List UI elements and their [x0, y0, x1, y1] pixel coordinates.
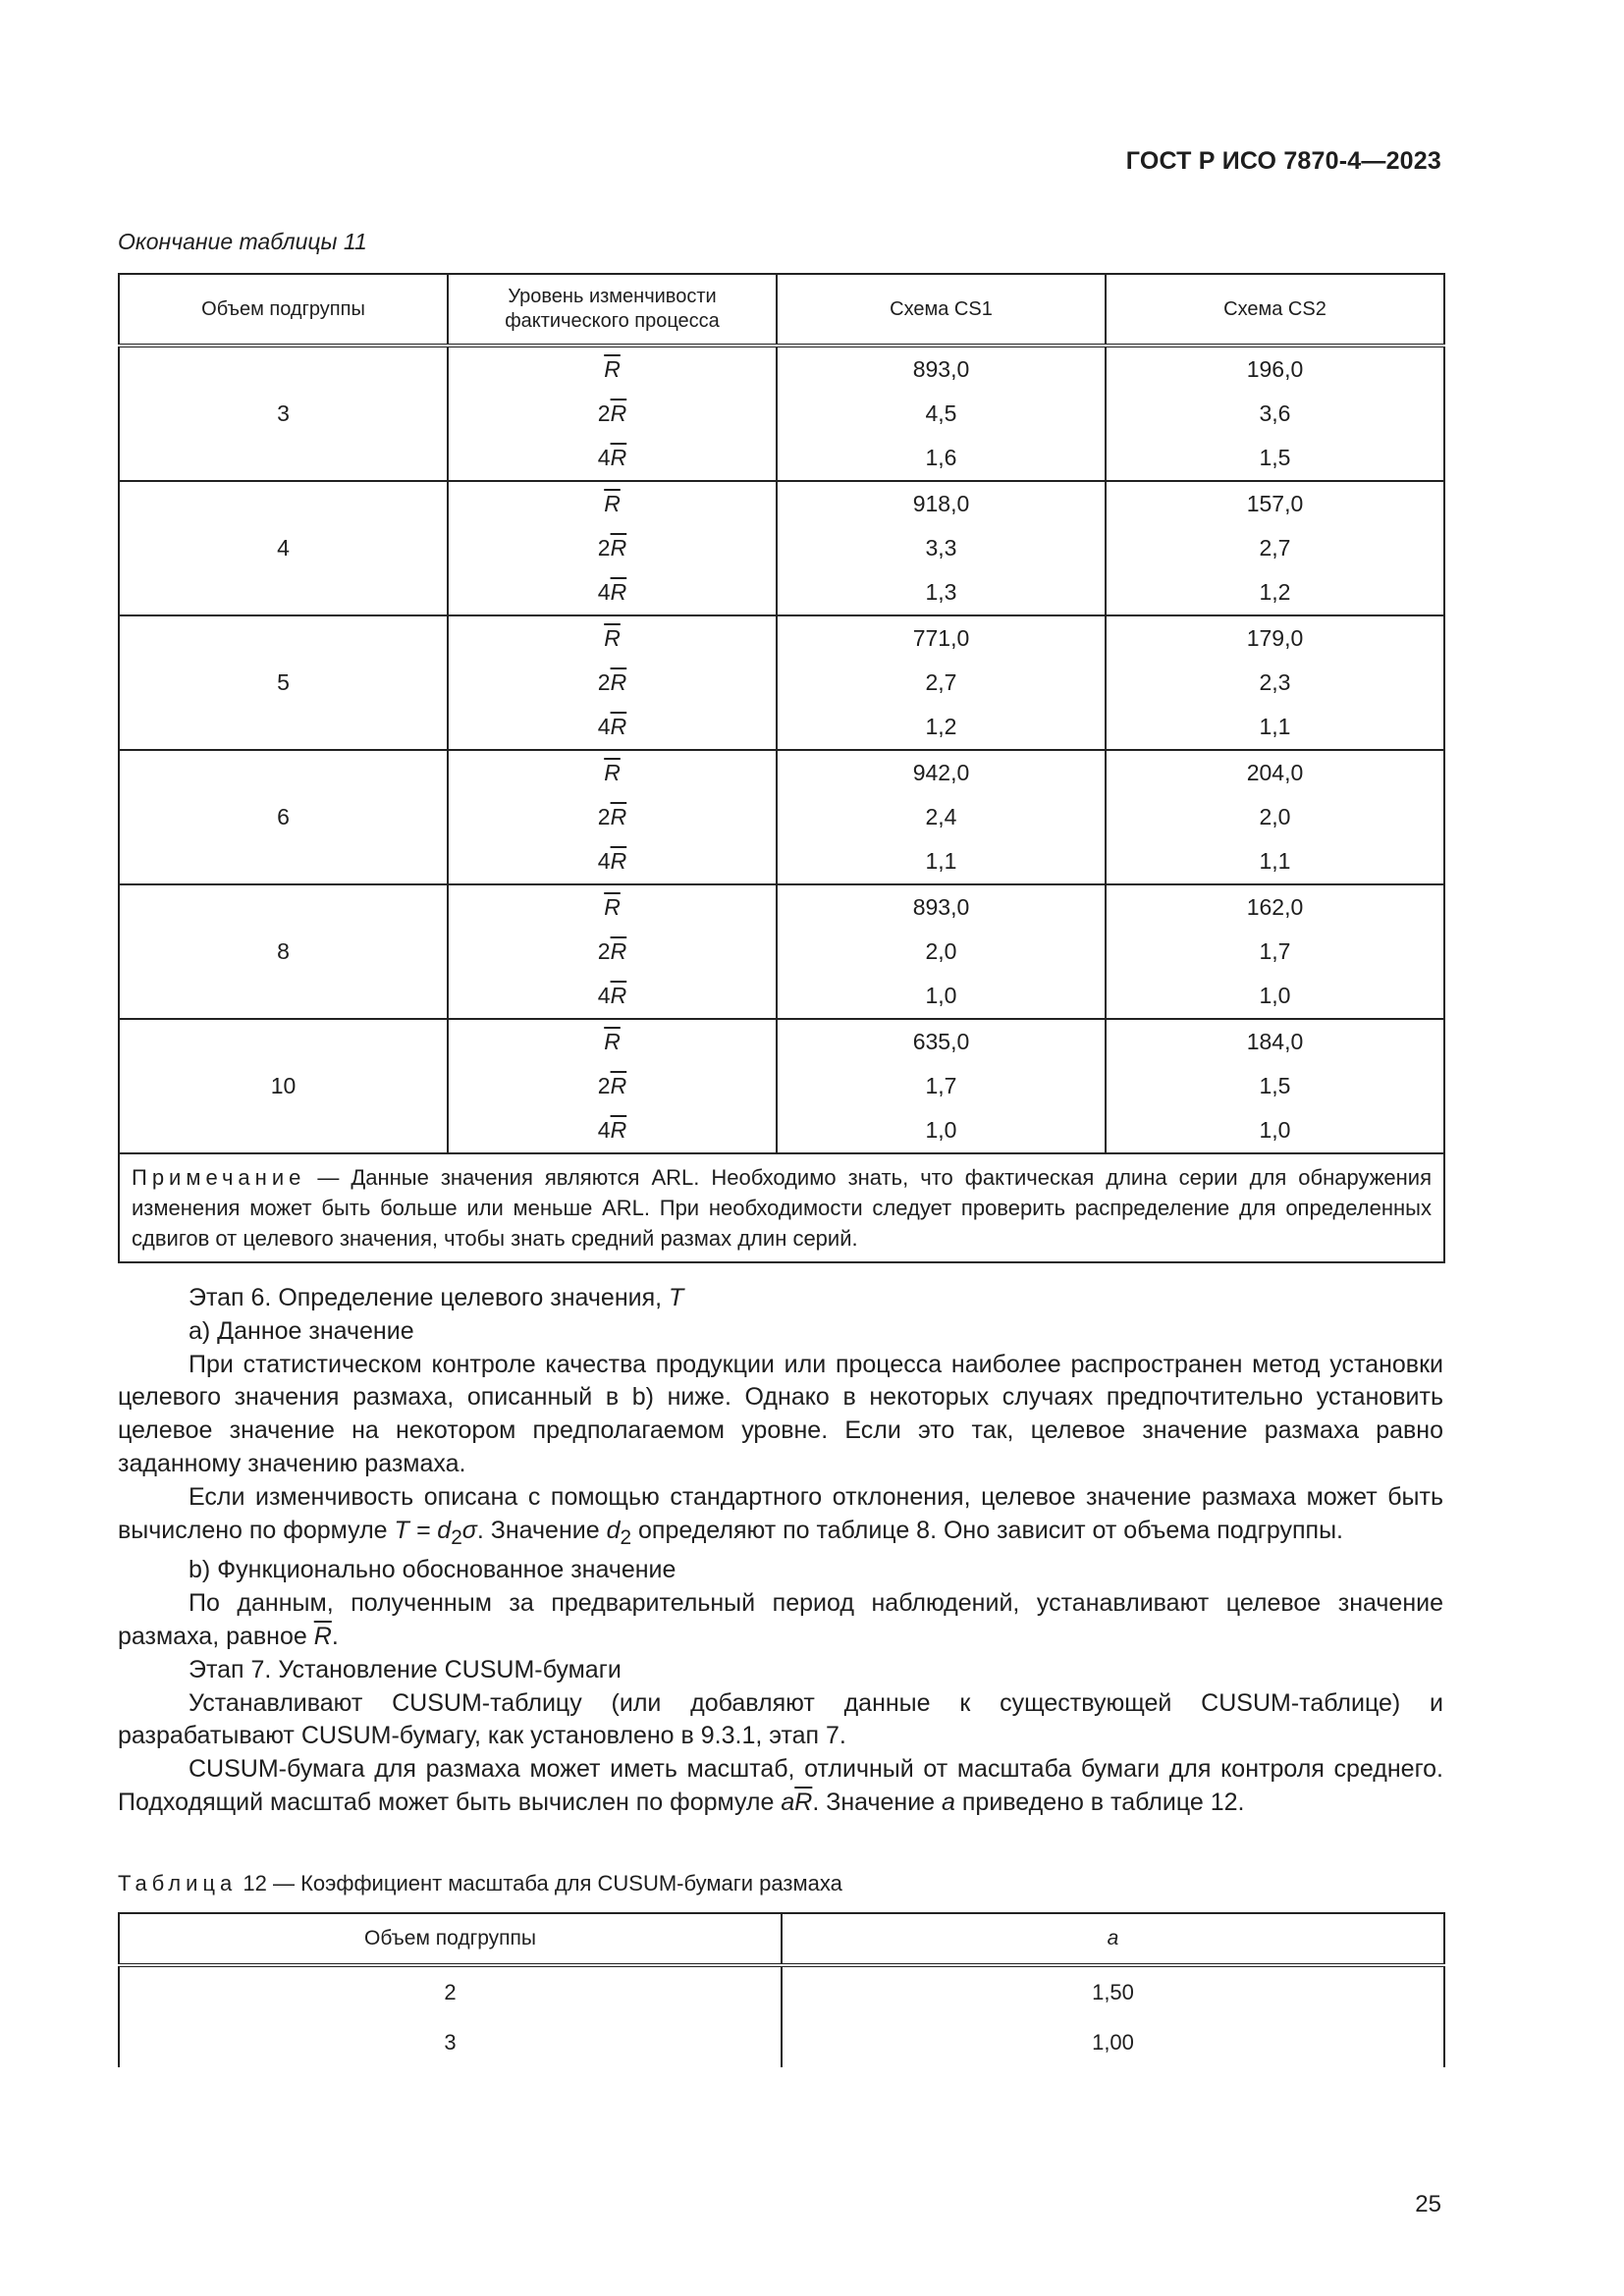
var-r-bar-2: $\overline{R}$	[794, 1788, 813, 1816]
r-bar-symbol: $\overline{R}$	[604, 760, 621, 785]
col-header-subgroup-size: Объем подгруппы	[119, 274, 448, 346]
cs2-value-cell: 1,2	[1106, 570, 1444, 615]
cs1-value-cell: 3,3	[777, 526, 1106, 570]
paragraph-preliminary-period	[118, 1587, 1443, 1654]
table-11-group	[119, 884, 1444, 1019]
var-d-sub: 2	[620, 1525, 632, 1549]
cs1-value-cell: 1,3	[777, 570, 1106, 615]
r-bar-symbol: $\overline{R}$	[610, 445, 627, 470]
cs2-value-cell: 1,0	[1106, 1108, 1444, 1153]
table-row	[119, 750, 1444, 795]
cs2-value-cell: 1,7	[1106, 930, 1444, 974]
paragraph-functional-value: b) Функционально обоснованное значение	[189, 1556, 677, 1584]
variability-level-cell	[448, 750, 777, 795]
variability-level-cell	[448, 615, 777, 661]
table-12	[118, 1912, 1445, 2067]
page-number: 25	[1415, 2191, 1441, 2217]
cs1-value-cell: 1,0	[777, 1108, 1106, 1153]
note-label: Примечание	[132, 1165, 306, 1190]
table-11-note	[119, 1153, 1444, 1262]
table-12-caption-text: 12 — Коэффициент масштаба для CUSUM-бумаги размаха	[237, 1871, 842, 1896]
table-row	[119, 481, 1444, 526]
variability-level-cell: $4\overline{R}$	[448, 570, 777, 615]
p6-text-b: .	[331, 1622, 339, 1650]
r-bar-symbol: $\overline{R}$	[610, 983, 627, 1008]
standard-header: ГОСТ Р ИСО 7870-4—2023	[1125, 147, 1441, 175]
cs2-value-cell: 1,5	[1106, 436, 1444, 481]
p6-text-a: По данным, полученным за предварительный период наблюдений, устанавливают целевое значение размаха, равное	[118, 1589, 1443, 1650]
cs2-value-cell: 196,0	[1106, 346, 1444, 392]
cs2-value-cell: 1,5	[1106, 1064, 1444, 1108]
paragraph-step-6	[118, 1282, 1443, 1315]
variability-level-cell	[448, 346, 777, 392]
cs1-value-cell: 1,6	[777, 436, 1106, 481]
cs1-value-cell: 771,0	[777, 615, 1106, 661]
cs1-value-cell: 2,0	[777, 930, 1106, 974]
r-bar-symbol: $\overline{R}$	[610, 535, 627, 561]
variability-level-cell	[448, 884, 777, 930]
cs2-value-cell: 184,0	[1106, 1019, 1444, 1064]
r-bar-symbol: $\overline{R}$	[610, 669, 627, 695]
p9-text-b: . Значение	[812, 1788, 943, 1816]
var-t: T	[669, 1284, 684, 1311]
table-11-note-row	[119, 1153, 1444, 1262]
scale-coefficient-cell: 1,00	[782, 2017, 1444, 2067]
col-header-a: a	[782, 1913, 1444, 1965]
table-row	[119, 1019, 1444, 1064]
r-bar-symbol: $\overline{R}$	[610, 1073, 627, 1098]
note-text: — Данные значения являются ARL. Необходимо знать, что фактическая длина серии для обнаружения изменения может быть больше или меньше ARL. При необходимости следует проверить распределение для определенных сдвигов от целевого значения, чтобы знать средний размах длин серий.	[132, 1165, 1432, 1251]
r-bar-symbol: $\overline{R}$	[610, 1117, 627, 1143]
variability-level-cell: $2\overline{R}$	[448, 661, 777, 705]
table-12-header-row	[119, 1913, 1444, 1965]
r-bar-symbol: $\overline{R}$	[604, 356, 621, 382]
variability-level-cell: $4\overline{R}$	[448, 705, 777, 750]
cs1-value-cell: 4,5	[777, 392, 1106, 436]
table-11-group	[119, 615, 1444, 750]
variability-level-cell: $2\overline{R}$	[448, 930, 777, 974]
r-bar-symbol: $\overline{R}$	[610, 938, 627, 964]
cs2-value-cell: 2,0	[1106, 795, 1444, 839]
r-bar-symbol: $\overline{R}$	[610, 714, 627, 739]
cs2-value-cell: 204,0	[1106, 750, 1444, 795]
paragraph-std-deviation	[118, 1481, 1443, 1555]
table-row	[119, 615, 1444, 661]
table-11-group	[119, 1019, 1444, 1153]
paragraph-given-value: а) Данное значение	[189, 1316, 414, 1345]
cs2-value-cell: 1,0	[1106, 974, 1444, 1019]
subgroup-size-cell: 8	[119, 884, 448, 1019]
cs1-value-cell: 893,0	[777, 346, 1106, 392]
variability-level-cell: $2\overline{R}$	[448, 526, 777, 570]
p4-text-c: определяют по таблице 8. Оно зависит от объема подгруппы.	[631, 1516, 1343, 1544]
r-bar-symbol: $\overline{R}$	[610, 804, 627, 829]
r-bar-symbol: $\overline{R}$	[610, 579, 627, 605]
table-11-group	[119, 750, 1444, 884]
variability-level-cell: $2\overline{R}$	[448, 795, 777, 839]
scale-coefficient-cell: 1,50	[782, 1965, 1444, 2017]
step-6-text: Этап 6. Определение целевого значения,	[189, 1284, 670, 1311]
cs1-value-cell: 893,0	[777, 884, 1106, 930]
subgroup-size-cell: 3	[119, 2017, 782, 2067]
formula-sigma: σ	[461, 1516, 477, 1544]
p4-text-a: Если изменчивость описана с помощью стандартного отклонения, целевое значение размаха может быть вычислено по формуле	[118, 1482, 1443, 1544]
r-bar-symbol: $\overline{R}$	[604, 894, 621, 920]
table-row	[119, 884, 1444, 930]
cs2-value-cell: 3,6	[1106, 392, 1444, 436]
cs1-value-cell: 1,1	[777, 839, 1106, 884]
col-header-variability-level: Уровень изменчивости фактического процесса	[448, 274, 777, 346]
table-12-caption	[118, 1871, 842, 1896]
subgroup-size-cell: 10	[119, 1019, 448, 1153]
cs2-value-cell: 162,0	[1106, 884, 1444, 930]
table-row	[119, 2017, 1444, 2067]
var-d: d	[606, 1516, 621, 1544]
subgroup-size-cell: 4	[119, 481, 448, 615]
cs2-value-cell: 157,0	[1106, 481, 1444, 526]
variability-level-cell: $4\overline{R}$	[448, 436, 777, 481]
var-a: a	[781, 1788, 795, 1816]
cs1-value-cell: 942,0	[777, 750, 1106, 795]
cs1-value-cell: 918,0	[777, 481, 1106, 526]
subgroup-size-cell: 6	[119, 750, 448, 884]
formula-sub: 2	[451, 1525, 462, 1549]
variability-level-cell: $4\overline{R}$	[448, 974, 777, 1019]
r-bar-symbol: $\overline{R}$	[604, 625, 621, 651]
r-bar-symbol: $\overline{R}$	[610, 848, 627, 874]
paragraph-step-7: Этап 7. Установление CUSUM-бумаги	[189, 1655, 622, 1683]
cs2-value-cell: 1,1	[1106, 705, 1444, 750]
var-r-bar: $\overline{R}$	[313, 1622, 332, 1650]
table-row	[119, 1965, 1444, 2017]
variability-level-cell: $4\overline{R}$	[448, 839, 777, 884]
col-header-subgroup-size-12: Объем подгруппы	[119, 1913, 782, 1965]
table-12-caption-label: Таблица	[118, 1871, 238, 1896]
p4-text-b: . Значение	[476, 1516, 607, 1544]
paragraph-cusum-scale	[118, 1753, 1443, 1820]
formula-t-d: T = d	[394, 1516, 452, 1544]
subgroup-size-cell: 2	[119, 1965, 782, 2017]
table-11-header-row	[119, 274, 1444, 346]
body-text	[118, 1282, 1443, 1820]
p9-text-c: приведено в таблице 12.	[954, 1788, 1245, 1816]
col-header-cs1: Схема CS1	[777, 274, 1106, 346]
cs1-value-cell: 1,7	[777, 1064, 1106, 1108]
r-bar-symbol: $\overline{R}$	[610, 400, 627, 426]
p9-text-a: CUSUM-бумага для размаха может иметь масштаб, отличный от масштаба бумаги для контроля среднего. Подходящий масштаб может быть вычислен по формуле	[118, 1755, 1443, 1816]
var-a-2: a	[942, 1788, 955, 1816]
table-11-group	[119, 346, 1444, 481]
cs2-value-cell: 179,0	[1106, 615, 1444, 661]
variability-level-cell: $2\overline{R}$	[448, 392, 777, 436]
variability-level-cell	[448, 1019, 777, 1064]
r-bar-symbol: $\overline{R}$	[604, 1029, 621, 1054]
variability-level-cell: $2\overline{R}$	[448, 1064, 777, 1108]
col-header-cs2: Схема CS2	[1106, 274, 1444, 346]
cs2-value-cell: 2,7	[1106, 526, 1444, 570]
subgroup-size-cell: 3	[119, 346, 448, 481]
cs2-value-cell: 1,1	[1106, 839, 1444, 884]
cs1-value-cell: 2,4	[777, 795, 1106, 839]
cs1-value-cell: 1,0	[777, 974, 1106, 1019]
cs1-value-cell: 2,7	[777, 661, 1106, 705]
paragraph-statistical-control: При статистическом контроле качества продукции или процесса наиболее распространен метод установки целевого значения размаха, описанный в b) ниже. Однако в некоторых случаях предпочтительно установить целевое значение на некотором предполагаемом уровне. Если это так, целевое значение размаха равно заданному значению размаха.	[118, 1350, 1443, 1477]
table-row	[119, 346, 1444, 392]
subgroup-size-cell: 5	[119, 615, 448, 750]
cs1-value-cell: 1,2	[777, 705, 1106, 750]
table-11-group	[119, 481, 1444, 615]
r-bar-symbol: $\overline{R}$	[604, 491, 621, 516]
variability-level-cell: $4\overline{R}$	[448, 1108, 777, 1153]
table-continuation-title: Окончание таблицы 11	[118, 229, 367, 254]
table-11	[118, 273, 1445, 1263]
cs1-value-cell: 635,0	[777, 1019, 1106, 1064]
variability-level-cell	[448, 481, 777, 526]
cs2-value-cell: 2,3	[1106, 661, 1444, 705]
paragraph-cusum-table: Устанавливают CUSUM-таблицу (или добавляют данные к существующей CUSUM-таблице) и разрабатывают CUSUM-бумагу, как установлено в 9.3.1, этап 7.	[118, 1688, 1443, 1750]
